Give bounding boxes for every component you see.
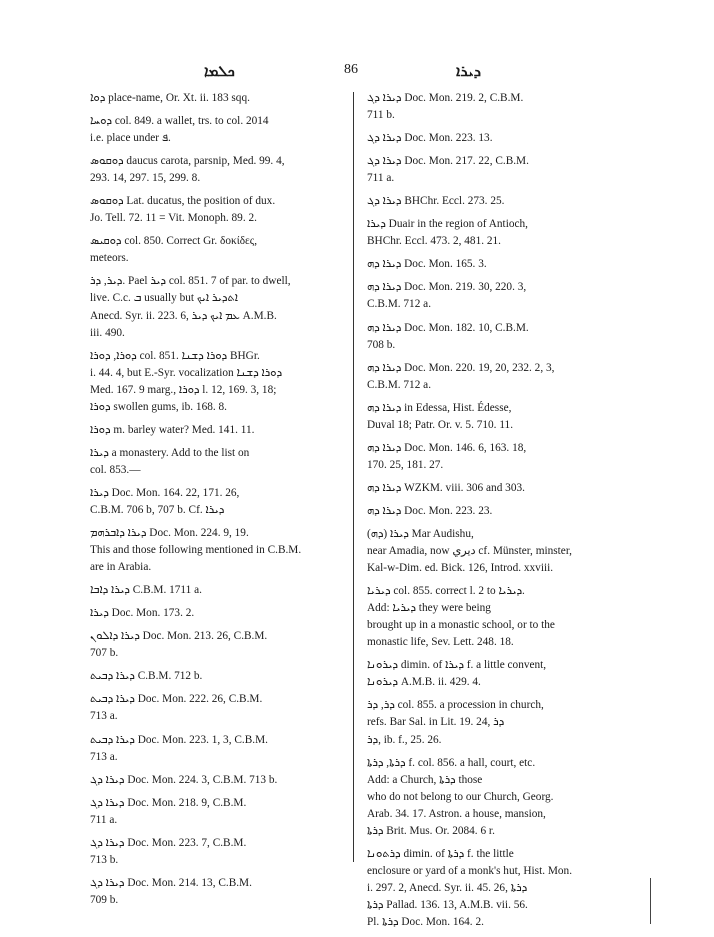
entry-line: ܕܘܚܐ col. 849. a wallet, trs. to col. 2014: [90, 115, 269, 128]
entry-line: ܕܝܪ, ܕܪ. Pael ܕܝܪ col. 851. 7 of par. to dwell,: [90, 275, 291, 288]
dictionary-entry: [90, 772, 342, 789]
entry-line: ܕܘܩܘܣ Lat. ducatus, the position of dux.: [90, 195, 276, 208]
entry-line: ܕܝܪܐ ܕܓ Doc. Mon. 218. 9, C.B.M.: [90, 796, 247, 809]
entry-line: Pl. ܕܪܬܐ Doc. Mon. 164. 2.: [367, 915, 484, 928]
entry-line: 711 a.: [90, 813, 118, 826]
dictionary-entry: [90, 485, 342, 519]
entry-line: ܕܝܪܐ ܕܒܝܬ Doc. Mon. 222. 26, C.B.M.: [90, 693, 263, 706]
dictionary-entry: [367, 526, 615, 577]
entry-line: ܕܝܪܘܢܐ dimin. of ܕܝܪܐ f. a little convent,: [367, 659, 547, 672]
dictionary-entry: [90, 628, 342, 662]
entry-line: ܕܪܬܐ Pallad. 136. 13, A.M.B. vii. 56.: [367, 898, 528, 911]
entry-line: BHChr. Eccl. 473. 2, 481. 21.: [367, 235, 501, 248]
entry-line: ܕܘܐ place-name, Or. Xt. ii. 183 sqq.: [90, 92, 250, 104]
entry-line: Duval 18; Patr. Or. v. 5. 710. 11.: [367, 418, 514, 431]
entry-line: Kal-w-Dim. ed. Bick. 126, Introd. xxviii.: [367, 562, 554, 575]
entry-line: 713 b.: [90, 853, 119, 866]
entry-line: refs. Bar Sal. in Lit. 19. 24, ܕܪ: [367, 716, 505, 729]
entry-line: monastic life, Sev. Lett. 248. 18.: [367, 636, 514, 649]
entry-line: ܕܝܪܐ ܕܓ BHChr. Eccl. 273. 25.: [367, 195, 505, 208]
entry-line: ܕܝܪܐ ܕܗ in Edessa, Hist. Édesse,: [367, 401, 512, 414]
dictionary-entry: [90, 233, 342, 267]
page-edge-mark: [650, 878, 651, 924]
entry-line: This and those following mentioned in C.B.M.: [90, 544, 302, 557]
dictionary-entry: [90, 795, 342, 829]
entry-line: ܕܝܪܐ (ܕܗ) Mar Audishu,: [367, 527, 474, 540]
entry-line: ܕܪ, ib. f., 25. 26.: [367, 733, 442, 746]
entry-line: ܕܝܪܐ ܕܐܠܘܢ Doc. Mon. 213. 26, C.B.M.: [90, 630, 268, 643]
entry-line: ܕܝܪܐ Doc. Mon. 173. 2.: [90, 607, 195, 620]
dictionary-entry: [90, 113, 342, 147]
entry-line: 713 a.: [90, 710, 118, 723]
dictionary-entry: [90, 691, 342, 725]
dictionary-entry: [367, 657, 615, 691]
dictionary-entry: [367, 216, 615, 250]
column-divider: [353, 92, 354, 862]
entry-line: ܕܪܬܘܢܐ dimin. of ܕܪܬܐ f. the little: [367, 847, 514, 860]
dictionary-entry: [367, 503, 615, 520]
entry-line: ܕܘܪܐ swollen gums, ib. 168. 8.: [90, 400, 227, 413]
entry-line: ܕܝܪܐ ܕܗ Doc. Mon. 220. 19, 20, 232. 2, 3,: [367, 361, 555, 374]
entry-line: ܕܘܪܐ m. barley water? Med. 141. 11.: [90, 423, 255, 436]
dictionary-entry: [367, 320, 615, 354]
entry-line: ܕܝܪܐ ܕܐܒܐ C.B.M. 1711 a.: [90, 584, 202, 597]
entry-line: i.e. place under ܦ.: [90, 132, 171, 145]
entry-line: 711 b.: [367, 109, 395, 122]
running-head-left: ܟܠܡܐ: [204, 62, 235, 80]
dictionary-entry: [367, 480, 615, 497]
running-head-right: ܕܝܪܐ: [456, 62, 482, 80]
dictionary-entry: [367, 697, 615, 748]
entry-line: Med. 167. 9 marg., ܕܘܪܐ l. 12, 169. 3, 18;: [90, 383, 277, 396]
entry-line: ܕܝܪܐ ܕܓ Doc. Mon. 223. 7, C.B.M.: [90, 836, 247, 849]
entry-line: ܕܝܪܐ ܕܗ Doc. Mon. 223. 23.: [367, 504, 493, 517]
dictionary-entry: [367, 256, 615, 273]
dictionary-entry: [90, 835, 342, 869]
entry-line: meteors.: [90, 252, 129, 265]
entry-line: i. 297. 2, Anecd. Syr. ii. 45. 26, ܕܪܬܐ: [367, 881, 528, 894]
dictionary-entry: [90, 732, 342, 766]
dictionary-entry: [367, 755, 615, 840]
dictionary-entry: [367, 153, 615, 187]
dictionary-entry: [367, 130, 615, 147]
dictionary-entry: [90, 273, 342, 341]
entry-line: ܕܝܪܐ ܕܓ Doc. Mon. 217. 22, C.B.M.: [367, 155, 529, 168]
entry-line: ܕܝܪܐ ܕܓ Doc. Mon. 219. 2, C.B.M.: [367, 92, 524, 104]
dictionary-entry: [367, 193, 615, 210]
dictionary-entry: [90, 605, 342, 622]
dictionary-entry: [367, 90, 615, 124]
entry-line: C.B.M. 706 b, 707 b. Cf. ܕܝܪܐ: [90, 503, 225, 516]
right-column: [367, 90, 615, 937]
entry-line: ܕܝܪܐ Duair in the region of Antioch,: [367, 218, 528, 231]
entry-line: ܕܘܩܝܣ col. 850. Correct Gr. δοκίδες,: [90, 235, 258, 248]
entry-line: C.B.M. 712 a.: [367, 378, 432, 391]
entry-line: iii. 490.: [90, 326, 125, 339]
entry-line: ܕܝܪܐ ܕܓ Doc. Mon. 223. 13.: [367, 132, 493, 145]
dictionary-entry: [367, 583, 615, 651]
entry-line: live. C.c. ܒ usually but ܐܬܕܝܪ ܐܝܟ: [90, 292, 238, 305]
entry-line: ܕܝܪܐ ܕܗ Doc. Mon. 165. 3.: [367, 258, 487, 271]
entry-line: ܕܝܪܐ ܕܓ Doc. Mon. 224. 3, C.B.M. 713 b.: [90, 773, 278, 786]
entry-line: 708 b.: [367, 338, 396, 351]
entry-line: ܕܝܪܐ ܕܒܝܬ Doc. Mon. 223. 1, 3, C.B.M.: [90, 733, 268, 746]
entry-line: Jo. Tell. 72. 11 = Vit. Monoph. 89. 2.: [90, 212, 257, 225]
dictionary-entry: [90, 525, 342, 576]
entry-line: ܕܝܪܐ a monastery. Add to the list on: [90, 446, 250, 459]
entry-line: ܕܘܪܐ, ܕܘܪܐ col. 851. ܕܘܪܐ ܕܫܢܐ BHGr.: [90, 349, 260, 362]
entry-line: who do not belong to our Church, Georg.: [367, 790, 554, 803]
entry-line: are in Arabia.: [90, 561, 152, 574]
dictionary-entry: [90, 875, 342, 909]
entry-line: 170. 25, 181. 27.: [367, 458, 444, 471]
entry-line: ܕܝܪܐ Doc. Mon. 164. 22, 171. 26,: [90, 486, 240, 499]
entry-line: ܕܝܪܐ ܕܗ Doc. Mon. 146. 6, 163. 18,: [367, 441, 527, 454]
dictionary-entry: [90, 153, 342, 187]
entry-line: ܕܘܩܘܣ daucus carota, parsnip, Med. 99. 4,: [90, 155, 285, 168]
entry-line: ܕܝܪܐ ܕܐܒܪܗܡ Doc. Mon. 224. 9, 19.: [90, 527, 249, 540]
entry-line: ܕܝܪܐ ܕܗ Doc. Mon. 182. 10, C.B.M.: [367, 321, 529, 334]
dictionary-entry: [367, 440, 615, 474]
dictionary-entry: [367, 360, 615, 394]
entry-line: ܕܪܬܐ Brit. Mus. Or. 2084. 6 r.: [367, 824, 495, 837]
page-header: [0, 62, 714, 82]
dictionary-entry: [90, 422, 342, 439]
entry-line: ܕܪܬܐ, ܕܪܬܐ f. col. 856. a hall, court, etc.: [367, 756, 536, 769]
left-column: [90, 90, 342, 915]
entry-line: Add: a Church, ܕܪܬܐ those: [367, 773, 483, 786]
entry-line: C.B.M. 712 a.: [367, 298, 432, 311]
dictionary-entry: [367, 279, 615, 313]
entry-line: brought up in a monastic school, or to the: [367, 619, 555, 632]
entry-line: ܕܝܪܘܢܐ A.M.B. ii. 429. 4.: [367, 676, 481, 689]
entry-line: ܕܝܪܐ ܕܗ WZKM. viii. 306 and 303.: [367, 481, 525, 494]
entry-line: ܕܝܪܝܐ col. 855. correct l. 2 to ܕܝܪܝܐ.: [367, 585, 525, 598]
entry-line: ܕܝܪܐ ܕܓ Doc. Mon. 214. 13, C.B.M.: [90, 876, 252, 889]
dictionary-entry: [90, 193, 342, 227]
dictionary-entry: [90, 445, 342, 479]
page-number: 86: [344, 62, 358, 77]
entry-line: 709 b.: [90, 893, 119, 906]
dictionary-entry: [90, 582, 342, 599]
entry-line: Anecd. Syr. ii. 223. 6, ܥܡ ܐܝܟ ܕܝܪ A.M.B.: [90, 309, 277, 322]
entry-line: 707 b.: [90, 647, 119, 660]
entry-line: col. 853.—: [90, 463, 141, 476]
entry-line: near Amadia, now ديري cf. Münster, minster,: [367, 545, 572, 558]
entry-line: 711 a.: [367, 172, 395, 185]
dictionary-entry: [90, 348, 342, 416]
dictionary-entry: [367, 400, 615, 434]
entry-line: 293. 14, 297. 15, 299. 8.: [90, 172, 201, 185]
entry-line: Add: ܕܝܪܝܐ they were being: [367, 602, 491, 615]
entry-line: ܕܝܪܐ ܕܗ Doc. Mon. 219. 30, 220. 3,: [367, 281, 527, 294]
entry-line: enclosure or yard of a monk's hut, Hist. Mon.: [367, 864, 573, 877]
entry-line: 713 a.: [90, 750, 118, 763]
dictionary-entry: [367, 846, 615, 931]
entry-line: ܕܝܪܐ ܕܒܝܬ C.B.M. 712 b.: [90, 670, 203, 683]
entry-line: i. 44. 4, but E.-Syr. vocalization ܕܘܪܐ ܕܫܢܐ: [90, 366, 283, 379]
entry-line: ܕܪ, ܕܪ col. 855. a procession in church,: [367, 699, 544, 712]
dictionary-entry: [90, 668, 342, 685]
dictionary-entry: [90, 90, 342, 107]
entry-line: Arab. 34. 17. Astron. a house, mansion,: [367, 807, 546, 820]
